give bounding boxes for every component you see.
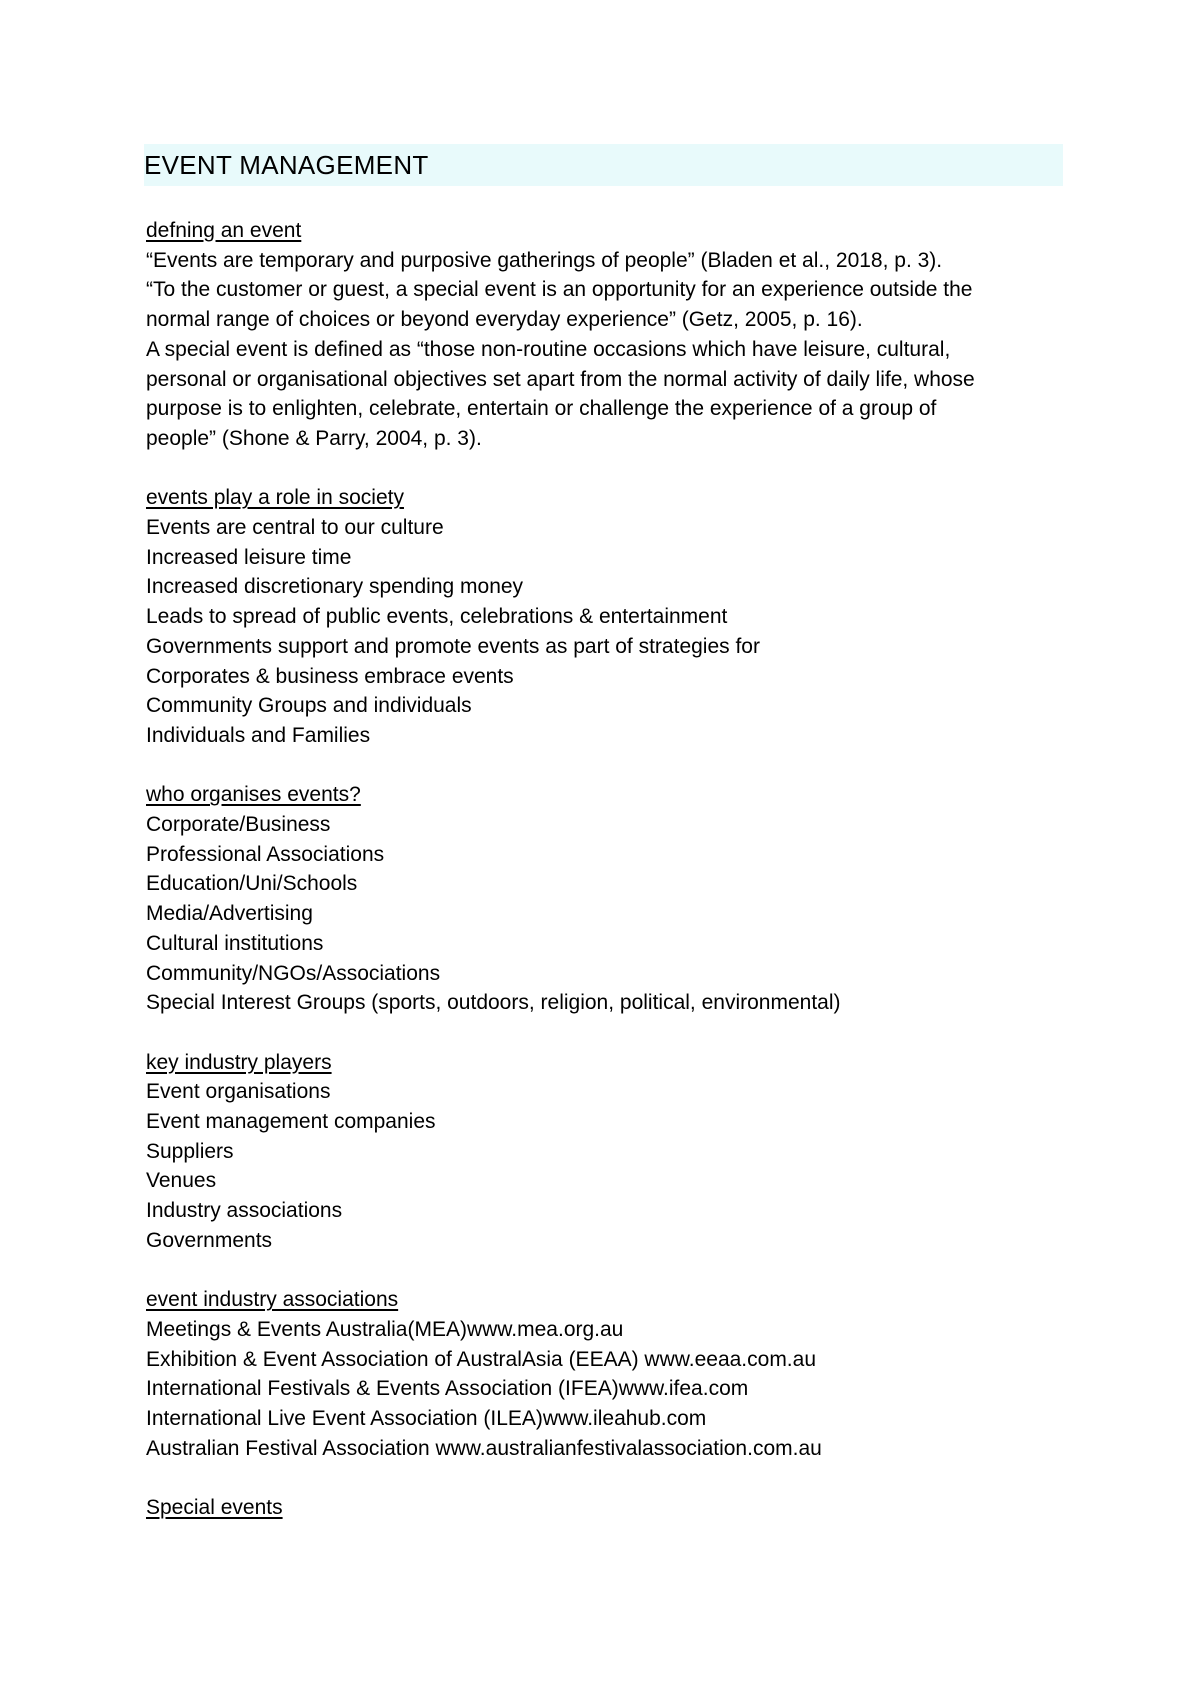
list-item: Cultural institutions — [146, 931, 324, 955]
section-industry-associations — [146, 1285, 1046, 1463]
list-item: Industry associations — [146, 1199, 343, 1223]
body-line: people” (Shone & Parry, 2004, p. 3). — [146, 426, 482, 450]
document-title: EVENT MANAGEMENT — [144, 144, 1063, 186]
body-line: “Events are temporary and purposive gatherings of people” (Bladen et al., 2018, p. 3). — [146, 248, 943, 272]
list-item: International Festivals & Events Association (IFEA)www.ifea.com — [146, 1377, 749, 1401]
list-item: Governments — [146, 1228, 273, 1252]
list-item: Special Interest Groups (sports, outdoors, religion, political, environmental) — [146, 991, 841, 1015]
list-item: Meetings & Events Australia(MEA)www.mea.org.au — [146, 1317, 624, 1341]
list-item: Professional Associations — [146, 842, 385, 866]
list-item: Individuals and Families — [146, 723, 371, 747]
spacer — [146, 751, 1046, 781]
body-line: “To the customer or guest, a special event is an opportunity for an experience outside the — [146, 278, 973, 302]
list-item: Community Groups and individuals — [146, 694, 472, 718]
list-item: Increased discretionary spending money — [146, 575, 524, 599]
list-item: Media/Advertising — [146, 902, 313, 926]
list-item: International Live Event Association (ILEA)www.ileahub.com — [146, 1407, 707, 1431]
spacer — [146, 1463, 1046, 1493]
list-item: Event management companies — [146, 1110, 436, 1134]
spacer — [146, 454, 1046, 484]
section-heading: events play a role in society — [146, 486, 404, 510]
list-item: Suppliers — [146, 1139, 234, 1163]
list-item: Event organisations — [146, 1080, 331, 1104]
body-line: A special event is defined as “those non-routine occasions which have leisure, cultural, — [146, 337, 951, 361]
section-who-organises — [146, 780, 1046, 1018]
section-heading: Special events — [146, 1496, 283, 1520]
section-heading: key industry players — [146, 1050, 332, 1074]
list-item: Governments support and promote events as part of strategies for — [146, 634, 760, 658]
list-item: Education/Uni/Schools — [146, 872, 358, 896]
section-heading: who organises events? — [146, 783, 361, 807]
body-line: purpose is to enlighten, celebrate, entertain or challenge the experience of a group of — [146, 397, 937, 421]
body-line: personal or organisational objectives set apart from the normal activity of daily life, whose — [146, 367, 975, 391]
body-line: normal range of choices or beyond everyday experience” (Getz, 2005, p. 16). — [146, 308, 863, 332]
spacer — [146, 1018, 1046, 1048]
list-item: Leads to spread of public events, celebrations & entertainment — [146, 605, 728, 629]
section-events-in-society — [146, 483, 1046, 750]
section-heading: defning an event — [146, 219, 302, 242]
document-body — [146, 216, 1046, 1523]
section-heading: event industry associations — [146, 1288, 399, 1312]
list-item: Australian Festival Association www.australianfestivalassociation.com.au — [146, 1436, 822, 1460]
list-item: Events are central to our culture — [146, 516, 444, 540]
list-item: Venues — [146, 1169, 217, 1193]
section-key-players — [146, 1048, 1046, 1256]
list-item: Corporate/Business — [146, 813, 331, 837]
section-defining-event — [146, 216, 1046, 454]
list-item: Increased leisure time — [146, 545, 352, 569]
list-item: Exhibition & Event Association of AustralAsia (EEAA) www.eeaa.com.au — [146, 1347, 817, 1371]
spacer — [146, 1256, 1046, 1286]
list-item: Corporates & business embrace events — [146, 664, 514, 688]
section-special-events — [146, 1493, 1046, 1523]
list-item: Community/NGOs/Associations — [146, 961, 441, 985]
